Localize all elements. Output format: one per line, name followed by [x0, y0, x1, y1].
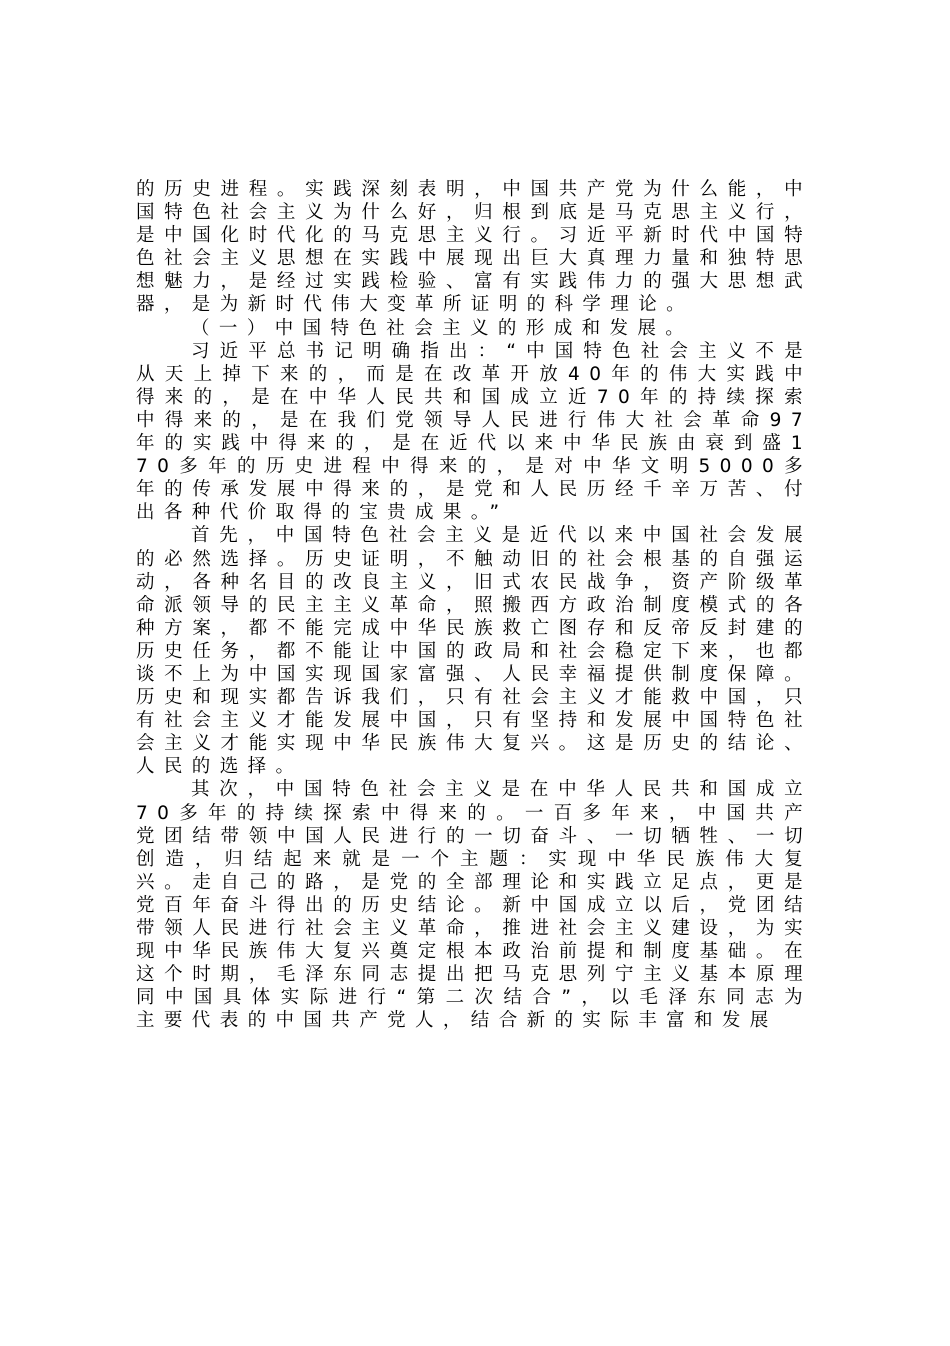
paragraph-intro: 的历史进程。实践深刻表明，中国共产党为什么能，中国特色社会主义为什么好，归根到底是马克思主义行，是中国化时代化的马克思主义行。习近平新时代中国特色社会主义思想在实践中展现出巨大真理力量和独特思想魅力，是经过实践检验、富有实践伟力的强大思想武器，是为新时代伟大变革所证明的科学理论。 — [136, 179, 812, 316]
document-page — [136, 178, 812, 1032]
paragraph-first: 首先，中国特色社会主义是近代以来中国社会发展的必然选择。历史证明，不触动旧的社会根基的自强运动，各种名目的改良主义，旧式农民战争，资产阶级革命派领导的民主主义革命，照搬西方政治制度模式的各种方案，都不能完成中华民族救亡图存和反帝反封建的历史任务，都不能让中国的政局和社会稳定下来，也都谈不上为中国实现国家富强、人民幸福提供制度保障。历史和现实都告诉我们，只有社会主义才能救中国，只有社会主义才能发展中国，只有坚持和发展中国特色社会主义才能实现中华民族伟大复兴。这是历史的结论、人民的选择。 — [136, 525, 812, 778]
section-heading: （一）中国特色社会主义的形成和发展。 — [191, 317, 694, 339]
paragraph-quote: 习近平总书记明确指出：“中国特色社会主义不是从天上掉下来的，而是在改革开放40年的伟大实践中得来的，是在中华人民共和国成立近70年的持续探索中得来的，是在我们党领导人民进行伟大社会革命97年的实践中得来的，是在近代以来中华民族由衰到盛170多年的历史进程中得来的，是对中华文明5000多年的传承发展中得来的，是党和人民历经千辛万苦、付出各种代价取得的宝贵成果。” — [136, 340, 812, 524]
paragraph-second: 其次，中国特色社会主义是在中华人民共和国成立70多年的持续探索中得来的。一百多年来，中国共产党团结带领中国人民进行的一切奋斗、一切牺牲、一切创造，归结起来就是一个主题：实现中华民族伟大复兴。走自己的路，是党的全部理论和实践立足点，更是党百年奋斗得出的历史结论。新中国成立以后，党团结带领人民进行社会主义革命，推进社会主义建设，为实现中华民族伟大复兴奠定根本政治前提和制度基础。在这个时期，毛泽东同志提出把马克思列宁主义基本原理同中国具体实际进行“第二次结合”，以毛泽东同志为主要代表的中国共产党人，结合新的实际丰富和发展 — [136, 779, 812, 1032]
